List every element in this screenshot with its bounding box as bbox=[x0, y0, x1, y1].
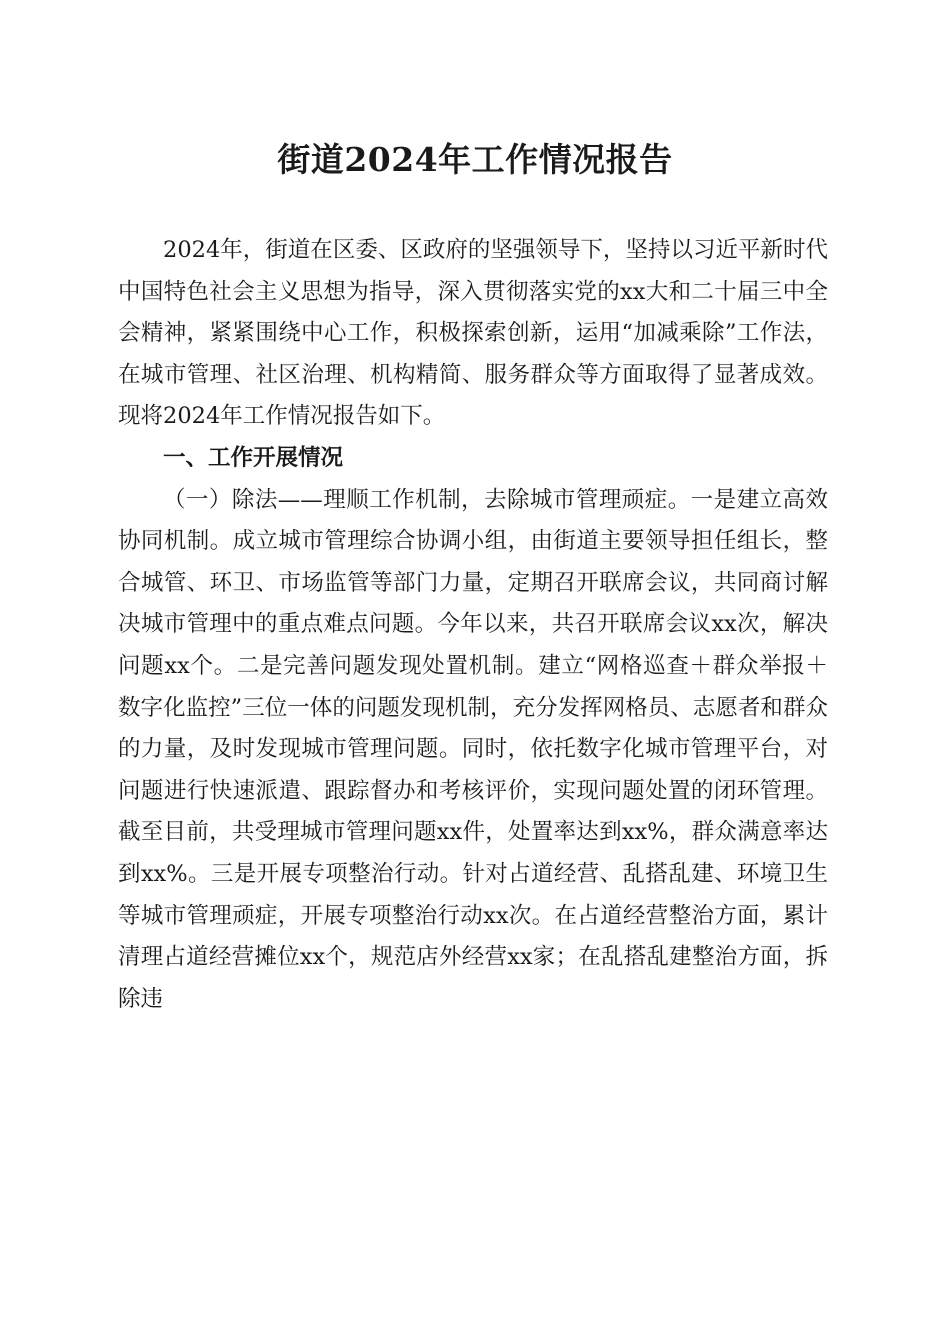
document-title: 街道2024年工作情况报告 bbox=[277, 140, 673, 179]
section-paragraph: （一）除法——理顺工作机制，去除城市管理顽症。一是建立高效协同机制。成立城市管理综合协调小组，由街道主要领导担任组长，整合城管、环卫、市场监管等部门力量，定期召开联席会议，共同商讨解决城市管理中的重点难点问题。今年以来，共召开联席会议xx次，解决问题xx个。二是完善问题发现处置机制。建立“网格巡查＋群众举报＋数字化监控”三位一体的问题发现机制，充分发挥网格员、志愿者和群众的力量，及时发现城市管理问题。同时，依托数字化城市管理平台，对问题进行快速派遣、跟踪督办和考核评价，实现问题处置的闭环管理。截至目前，共受理城市管理问题xx件，处置率达到xx%，群众满意率达到xx%。三是开展专项整治行动。针对占道经营、乱搭乱建、环境卫生等城市管理顽症，开展专项整治行动xx次。在占道经营整治方面，累计清理占道经营摊位xx个，规范店外经营xx家；在乱搭乱建整治方面，拆除违 bbox=[118, 486, 828, 1012]
document-body bbox=[118, 230, 828, 1020]
intro-paragraph: 2024年，街道在区委、区政府的坚强领导下，坚持以习近平新时代中国特色社会主义思想为指导，深入贯彻落实党的xx大和二十届三中全会精神，紧紧围绕中心工作，积极探索创新，运用“加减乘除”工作法，在城市管理、社区治理、机构精简、服务群众等方面取得了显著成效。现将2024年工作情况报告如下。 bbox=[118, 237, 828, 430]
section-heading: 一、工作开展情况 bbox=[163, 444, 344, 471]
